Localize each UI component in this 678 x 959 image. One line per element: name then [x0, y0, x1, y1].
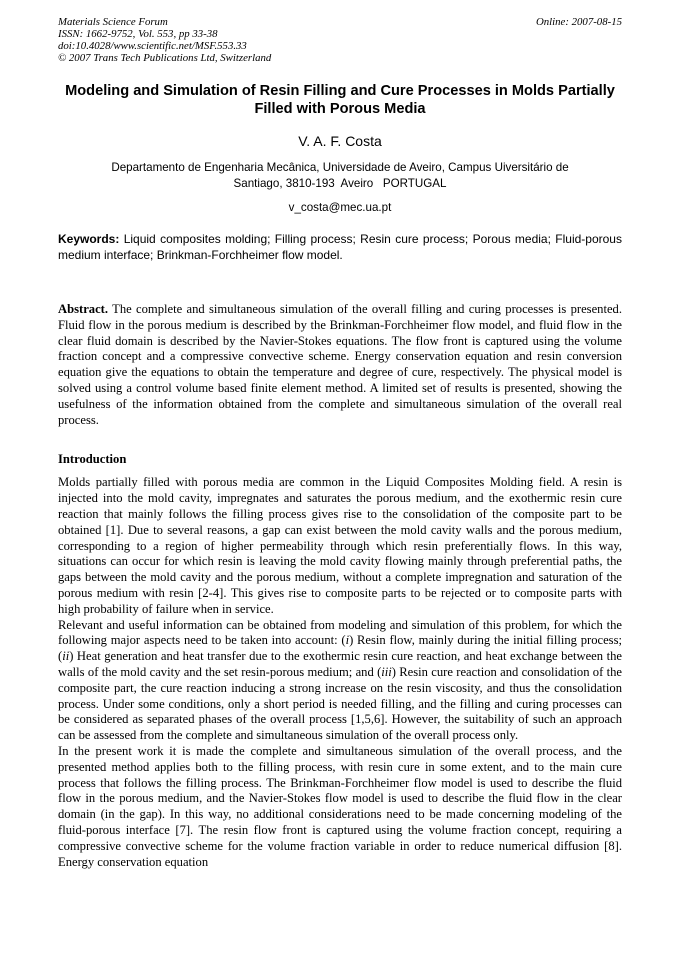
keywords-label: Keywords:: [58, 232, 120, 246]
abstract-label: Abstract.: [58, 302, 109, 316]
author-email: v_costa@mec.ua.pt: [288, 201, 392, 214]
section-heading-introduction: Introduction: [58, 452, 127, 467]
affiliation-line-2: Santiago, 3810-193 Aveiro PORTUGAL: [233, 176, 447, 190]
paper-title: Modeling and Simulation of Resin Filling and Cure Processes in Molds Partially Filled with Porous Media: [65, 83, 615, 117]
journal-header: [58, 16, 622, 64]
keywords-text: Liquid composites molding; Filling process; Resin cure process; Porous media; Fluid-porous medium interface; Brinkman-Forchheimer flow model.: [58, 232, 622, 262]
online-date: Online: 2007-08-15: [535, 16, 622, 28]
affiliation: [58, 160, 622, 191]
journal-name: Materials Science Forum: [58, 16, 168, 28]
journal-header-left: [58, 16, 271, 64]
affiliation-line-1: Departamento de Engenharia Mecânica, Universidade de Aveiro, Campus Uiversitário de: [111, 161, 569, 174]
abstract-text: The complete and simultaneous simulation of the overall filling and curing processes is presented. Fluid flow in the porous medium is described by the Brinkman-Forchheimer flow model, and fluid flow in the clear fluid domain is described by the Navier-Stokes equations. The flow front is captured using the volume fraction concept and a compressive convective scheme. Energy conservation equation and resin conversion equation give the equations to obtain the temperature and degree of cure, respectively. The physical model is solved using a control volume based finite element method. A limited set of results is presented, showing the usefulness of the information obtained from the complete and simultaneous simulation of the overall real process.: [58, 302, 623, 427]
author-name: V. A. F. Costa: [298, 133, 382, 149]
keywords-block: [58, 232, 622, 263]
doi-line: doi:10.4028/www.scientific.net/MSF.553.33: [58, 40, 247, 52]
abstract-block: [58, 302, 622, 428]
issn-volume-line: ISSN: 1662-9752, Vol. 553, pp 33-38: [58, 28, 218, 40]
intro-paragraph-1: Molds partially filled with porous media are common in the Liquid Composites Molding field. A resin is injected into the mold cavity, impregnates and saturates the porous medium, and the exothermic resin cure reaction that mainly follows the filling process gives rise to the consolidation of the composite part to be obtained [1]. Due to several reasons, a gap can exist between the mold cavity walls and the porous medium, corresponding to a region of higher permeability through which resin preferentially flows. In this way, situations can occur for which resin is leaving the mold cavity flowing mainly through preferential paths, the gaps between the mold cavity and the porous medium, without a complete impregnation and saturation of the porous medium with resin [2-4]. This gives rise to composite parts to be rejected or to composite parts with high probability of failure when in service.: [58, 475, 622, 616]
intro-paragraph-3: In the present work it is made the complete and simultaneous simulation of the overall process, and the presented method applies both to the filling process, with resin cure in some extent, and to the main cure process that follows the filling process. The Brinkman-Forchheimer flow model is used to describe the fluid flow in the porous medium, and the Navier-Stokes flow model is used to describe the fluid flow in the clear domain (in the gap). In this way, no additional considerations need to be made concerning modeling of the fluid-porous interface [7]. The resin flow front is captured using the volume fraction concept, requiring a compressive convective scheme for the volume fraction variable in order to reduce numerical diffusion [8]. Energy conservation equation: [58, 743, 622, 869]
copyright-line: © 2007 Trans Tech Publications Ltd, Switzerland: [58, 52, 272, 64]
intro-paragraph-2: Relevant and useful information can be obtained from modeling and simulation of this problem, for which the following major aspects need to be taken into account: (i) Resin flow, mainly during the initial filling process; (ii) Heat generation and heat transfer due to the exothermic resin cure reaction, and heat exchange between the walls of the mold cavity and the set resin-porous medium; and (iii) Resin cure reaction and consolidation of the composite part, the cure reaction inducing a strong increase on the resin viscosity, and thus the consolidation process. Under some conditions, only a short period is needed filling, and the filling and curing processes can be considered as separated phases of the overall process [1,5,6]. However, the suitability of such an approach can be assessed from the complete and simultaneous simulation of the overall process only.: [58, 617, 622, 743]
